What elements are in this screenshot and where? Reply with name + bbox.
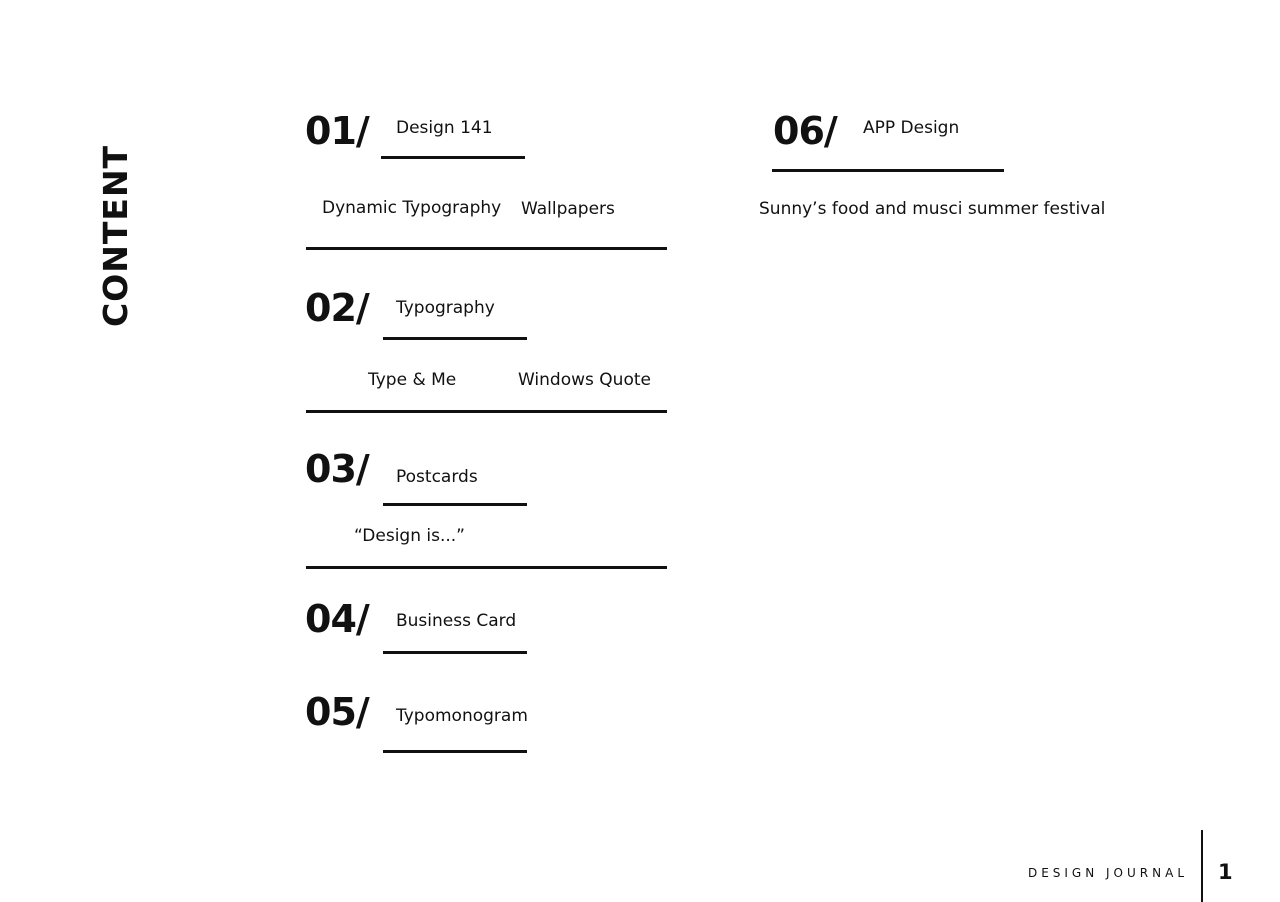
title-underline (383, 503, 527, 506)
section-title: Design 141 (396, 118, 493, 138)
section-item: Windows Quote (518, 370, 651, 390)
section-item: “Design is...” (354, 526, 465, 546)
section-item: Sunny’s food and musci summer festival (759, 199, 1106, 219)
section-number: 06/ (773, 109, 837, 153)
content-heading: CONTENT (96, 144, 135, 327)
section-number: 01/ (305, 109, 369, 153)
page-number: 1 (1218, 860, 1233, 884)
footer-divider (1201, 830, 1203, 902)
section-title: Typomonogram (396, 706, 528, 726)
title-underline (383, 750, 527, 753)
section-item: Type & Me (368, 370, 457, 390)
title-underline (772, 169, 1004, 172)
section-divider (306, 247, 667, 250)
footer-journal-title: DESIGN JOURNAL (1027, 866, 1188, 880)
section-divider (306, 566, 667, 569)
section-item: Wallpapers (521, 199, 615, 219)
section-title: APP Design (863, 118, 960, 138)
section-title: Postcards (396, 467, 478, 487)
section-number: 03/ (305, 447, 369, 491)
title-underline (381, 156, 525, 159)
section-title: Business Card (396, 611, 517, 631)
title-underline (383, 651, 527, 654)
section-number: 02/ (305, 286, 369, 330)
section-number: 05/ (305, 690, 369, 734)
section-divider (306, 410, 667, 413)
title-underline (383, 337, 527, 340)
section-number: 04/ (305, 597, 369, 641)
section-item: Dynamic Typography (322, 198, 502, 218)
section-title: Typography (396, 298, 495, 318)
